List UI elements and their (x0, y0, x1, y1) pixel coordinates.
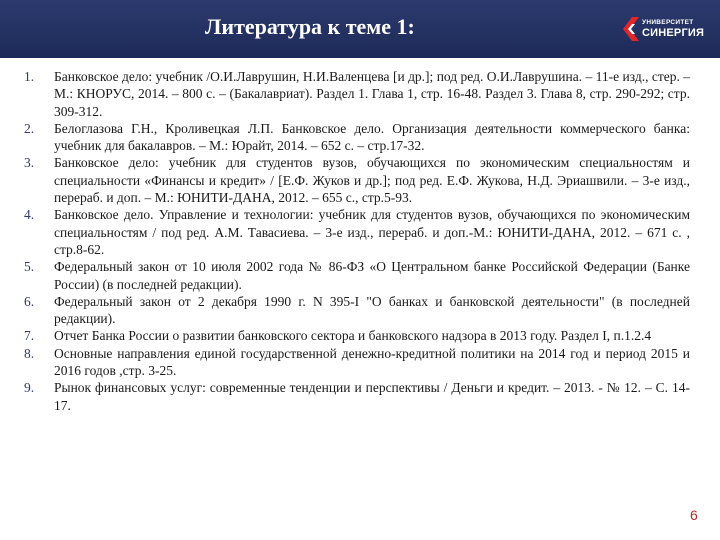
logo-university-text: УНИВЕРСИТЕТ (642, 19, 694, 26)
reference-text: Банковское дело: учебник для студентов вузов, обучающихся по экономическим специальностям и специальности «Финансы и кредит» / [Е.Ф. Жуков и др.]; под ред. Е.Ф. Жукова, Н.Д. Эриашвили. – 3-е изд., перераб. и доп. – М.: ЮНИТИ-ДАНА, 2012. – 655 с., стр.5-93. (54, 155, 690, 206)
reference-text: Основные направления единой государственной денежно-кредитной политики на 2014 год и период 2015 и 2016 годов ,стр. 3-25. (54, 345, 690, 379)
reference-number: 3. (24, 155, 35, 171)
reference-number: 4. (24, 207, 35, 223)
page-number: 6 (690, 507, 698, 523)
reference-text: Банковское дело: учебник /О.И.Лаврушин, Н.И.Валенцева [и др.]; под ред. О.И.Лаврушина. – 11-е изд., стер. – М.: КНОРУС, 2014. – 800 с. – (Бакалавриат). Раздел 1. Глава 1, стр. 16-48. Раздел 3. Глава 8, стр. 290-292; стр. 309-312. (54, 69, 690, 119)
reference-text: Федеральный закон от 10 июля 2002 года № 86-ФЗ «О Центральном банке Российской Федерации (Банке России) (в последней редакции). (54, 259, 690, 292)
reference-number: 7. (24, 328, 35, 344)
reference-item (24, 345, 690, 380)
reference-item (24, 206, 690, 258)
reference-list (24, 68, 690, 414)
reference-item (24, 379, 690, 414)
reference-number: 5. (24, 259, 35, 275)
reference-text: Рынок финансовых услуг: современные тенденции и перспективы / Деньги и кредит. – 2013. - № 12. – С. 14-17. (54, 380, 690, 413)
reference-text: Банковское дело. Управление и технологии: учебник для студентов вузов, обучающихся по экономическим специальностям / под ред. А.М. Тавасиева. – 3-е изд., перераб. и доп.-М.: ЮНИТИ-ДАНА, 2012. – 671 с. , стр.8-62. (54, 207, 690, 257)
reference-text: Белоглазова Г.Н., Кроливецкая Л.П. Банковское дело. Организация деятельности коммерческого банка: учебник для бакалавров. – М.: Юрайт, 2014. – 652 с. – стр.17-32. (54, 120, 690, 154)
synergy-mark-icon (622, 16, 640, 42)
reference-number: 8. (24, 345, 35, 361)
reference-number: 2. (24, 120, 35, 136)
slide-header (0, 0, 720, 58)
reference-item (24, 120, 690, 155)
reference-number: 9. (24, 380, 35, 396)
reference-text: Отчет Банка России о развитии банковского сектора и банковского надзора в 2013 году. Раздел I, п.1.2.4 (54, 328, 652, 344)
synergy-logo (622, 16, 714, 44)
reference-item (24, 327, 690, 344)
reference-text: Федеральный закон от 2 декабря 1990 г. N 395-I "О банках и банковской деятельности" (в последней редакции). (54, 293, 690, 327)
reference-number: 1. (24, 69, 35, 84)
reference-item (24, 68, 690, 120)
logo-synergy-text: СИНЕРГИЯ (642, 27, 705, 39)
reference-number: 6. (24, 293, 35, 309)
reference-item (24, 293, 690, 328)
reference-item (24, 154, 690, 206)
slide-title: Литература к теме 1: (205, 14, 415, 39)
reference-item (24, 258, 690, 293)
